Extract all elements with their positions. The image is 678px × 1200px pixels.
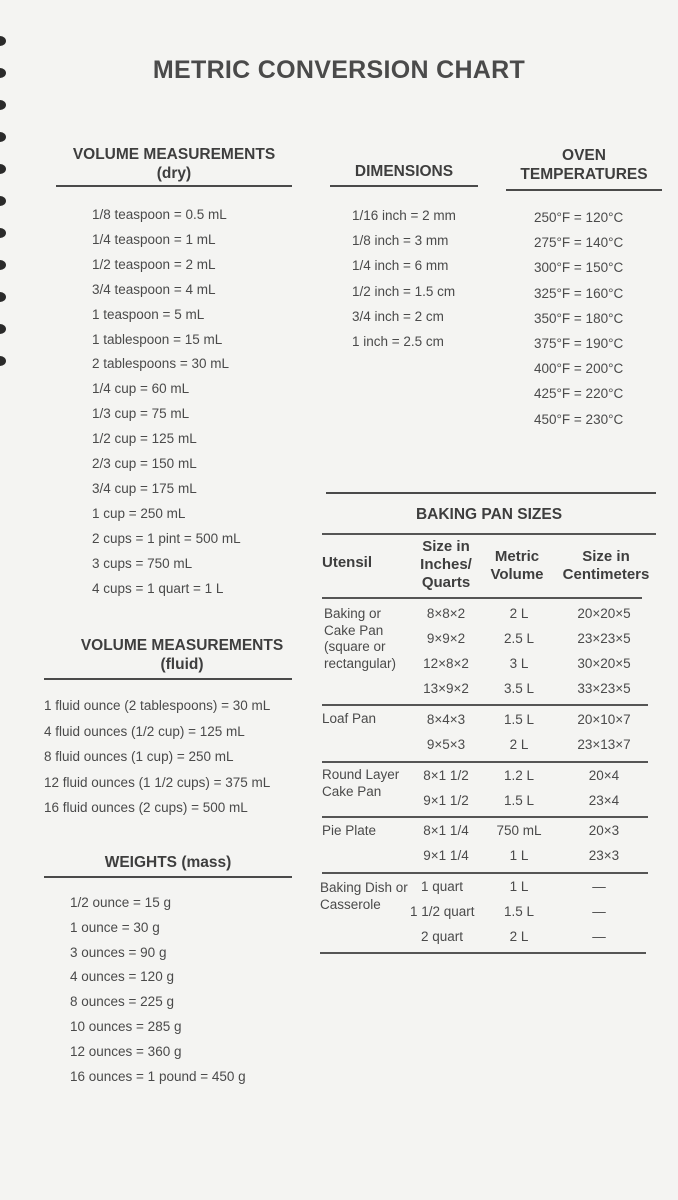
divider	[506, 189, 662, 191]
table-cell: 8×4×3	[426, 712, 466, 727]
table-cell: 20×3	[588, 823, 620, 838]
table-cell: 13×9×2	[423, 681, 469, 696]
volume-fluid-list	[44, 693, 270, 821]
list-item: 4 cups = 1 quart = 1 L	[92, 580, 224, 596]
table-cell: 9×1 1/4	[423, 848, 469, 863]
table-cell: 1.5 L	[503, 712, 535, 727]
table-cell: 20×4	[588, 768, 620, 783]
list-item: 3/4 inch = 2 cm	[352, 308, 444, 324]
list-item: 1/4 cup = 60 mL	[92, 381, 190, 397]
list-item: 8 ounces = 225 g	[70, 994, 174, 1010]
list-item: 1/2 teaspoon = 2 mL	[92, 256, 216, 272]
table-cell: 33×23×5	[577, 681, 631, 696]
divider	[322, 872, 648, 874]
utensil-label: Loaf Pan	[322, 711, 377, 726]
volume-dry-heading: VOLUME MEASUREMENTS (dry)	[72, 146, 276, 182]
list-item: 325°F = 160°C	[534, 285, 624, 301]
divider	[322, 761, 648, 763]
list-item: 1/8 inch = 3 mm	[352, 233, 449, 249]
list-item: 400°F = 200°C	[534, 361, 624, 377]
divider	[320, 952, 646, 954]
table-cell: 8×8×2	[426, 606, 466, 621]
divider	[322, 533, 656, 535]
list-item: 1/8 teaspoon = 0.5 mL	[92, 207, 227, 222]
column-header-size-inches: Size in Inches/ Quarts	[420, 538, 472, 591]
table-cell: 8×1 1/4	[423, 823, 469, 838]
list-item: 275°F = 140°C	[534, 235, 624, 251]
table-cell: 20×10×7	[577, 712, 631, 727]
weights-heading: WEIGHTS (mass)	[104, 854, 232, 871]
list-item: 3 cups = 750 mL	[92, 555, 193, 571]
list-item: 8 fluid ounces (1 cup) = 250 mL	[44, 749, 234, 764]
list-item: 12 ounces = 360 g	[70, 1043, 182, 1059]
dimensions-heading: DIMENSIONS	[354, 163, 454, 180]
list-item: 1 cup = 250 mL	[92, 505, 186, 521]
table-cell: 23×4	[588, 793, 620, 808]
utensil-label: Pie Plate	[322, 823, 377, 838]
table-cell: 9×9×2	[426, 631, 466, 646]
table-cell: 3.5 L	[503, 681, 535, 696]
list-item: 2/3 cup = 150 mL	[92, 456, 197, 472]
table-cell: —	[592, 879, 606, 894]
list-item: 4 ounces = 120 g	[70, 969, 174, 985]
list-item: 4 fluid ounces (1/2 cup) = 125 mL	[44, 723, 245, 739]
list-item: 1 fluid ounce (2 tablespoons) = 30 mL	[44, 698, 271, 713]
column-header-utensil: Utensil	[322, 554, 373, 571]
list-item: 1 inch = 2.5 cm	[352, 334, 444, 350]
list-item: 1 ounce = 30 g	[70, 919, 160, 935]
table-cell: 2 L	[509, 929, 529, 944]
table-cell: 2.5 L	[503, 631, 535, 646]
table-cell: 23×13×7	[577, 737, 631, 752]
divider	[326, 492, 656, 494]
divider	[330, 185, 478, 187]
list-item: 300°F = 150°C	[534, 260, 624, 276]
list-item: 3 ounces = 90 g	[70, 944, 167, 960]
column-header-size-cm: Size in Centimeters	[562, 548, 650, 583]
divider	[44, 678, 292, 680]
table-cell: 23×23×5	[577, 631, 631, 646]
dimensions-list	[352, 203, 456, 354]
table-cell: 9×5×3	[426, 737, 466, 752]
list-item: 1/2 inch = 1.5 cm	[352, 283, 456, 299]
table-cell: 1 1/2 quart	[410, 904, 475, 919]
list-item: 3/4 cup = 175 mL	[92, 480, 197, 496]
list-item: 1/2 cup = 125 mL	[92, 431, 197, 447]
table-cell: 3 L	[509, 656, 529, 671]
table-cell: 1 L	[509, 848, 529, 863]
table-cell: 2 L	[509, 737, 529, 752]
table-cell: 9×1 1/2	[423, 793, 469, 808]
utensil-label: Round Layer Cake Pan	[322, 767, 400, 799]
list-item: 1 teaspoon = 5 mL	[92, 306, 205, 322]
table-cell: 2 quart	[420, 929, 464, 944]
table-cell: 1 quart	[420, 879, 464, 894]
table-cell: 23×3	[588, 848, 620, 863]
list-item: 450°F = 230°C	[534, 411, 624, 427]
divider	[44, 876, 292, 878]
list-item: 375°F = 190°C	[534, 336, 624, 352]
table-cell: 1.2 L	[503, 768, 535, 783]
column-header-metric-volume: Metric Volume	[490, 548, 544, 583]
table-cell: 12×8×2	[423, 656, 469, 671]
list-item: 2 tablespoons = 30 mL	[92, 356, 229, 372]
page-title: METRIC CONVERSION CHART	[152, 56, 526, 84]
list-item: 16 fluid ounces (2 cups) = 500 mL	[44, 800, 248, 815]
list-item: 1/4 teaspoon = 1 mL	[92, 231, 216, 247]
list-item: 3/4 teaspoon = 4 mL	[92, 281, 216, 297]
table-cell: 30×20×5	[577, 656, 631, 671]
table-cell: 20×20×5	[577, 606, 631, 621]
oven-list	[534, 205, 623, 432]
list-item: 1/3 cup = 75 mL	[92, 406, 190, 422]
list-item: 16 ounces = 1 pound = 450 g	[70, 1068, 246, 1084]
oven-heading: OVEN TEMPERATURES	[520, 147, 648, 183]
list-item: 1/4 inch = 6 mm	[352, 258, 449, 274]
table-cell: 1.5 L	[503, 904, 535, 919]
list-item: 12 fluid ounces (1 1/2 cups) = 375 mL	[44, 774, 271, 790]
list-item: 1/2 ounce = 15 g	[70, 895, 171, 910]
baking-pans-heading: BAKING PAN SIZES	[415, 506, 563, 523]
list-item: 425°F = 220°C	[534, 386, 624, 402]
utensil-label: Baking Dish or Casserole	[320, 880, 408, 912]
list-item: 1 tablespoon = 15 mL	[92, 331, 223, 347]
list-item: 350°F = 180°C	[534, 310, 624, 326]
table-cell: —	[592, 904, 606, 919]
table-cell: —	[592, 929, 606, 944]
divider	[322, 597, 642, 599]
utensil-label: Baking or Cake Pan (square or rectangular)	[324, 606, 397, 671]
list-item: 250°F = 120°C	[534, 210, 624, 225]
volume-fluid-heading: VOLUME MEASUREMENTS (fluid)	[80, 637, 284, 673]
list-item: 10 ounces = 285 g	[70, 1018, 182, 1034]
table-cell: 750 mL	[496, 823, 542, 838]
divider	[56, 185, 292, 187]
list-item: 1/16 inch = 2 mm	[352, 208, 456, 223]
divider	[322, 816, 648, 818]
volume-dry-list	[92, 203, 241, 602]
divider	[322, 704, 648, 706]
list-item: 2 cups = 1 pint = 500 mL	[92, 530, 241, 546]
weights-list	[70, 891, 246, 1089]
table-cell: 1.5 L	[503, 793, 535, 808]
table-cell: 1 L	[509, 879, 529, 894]
table-cell: 2 L	[509, 606, 529, 621]
table-cell: 8×1 1/2	[423, 768, 469, 783]
